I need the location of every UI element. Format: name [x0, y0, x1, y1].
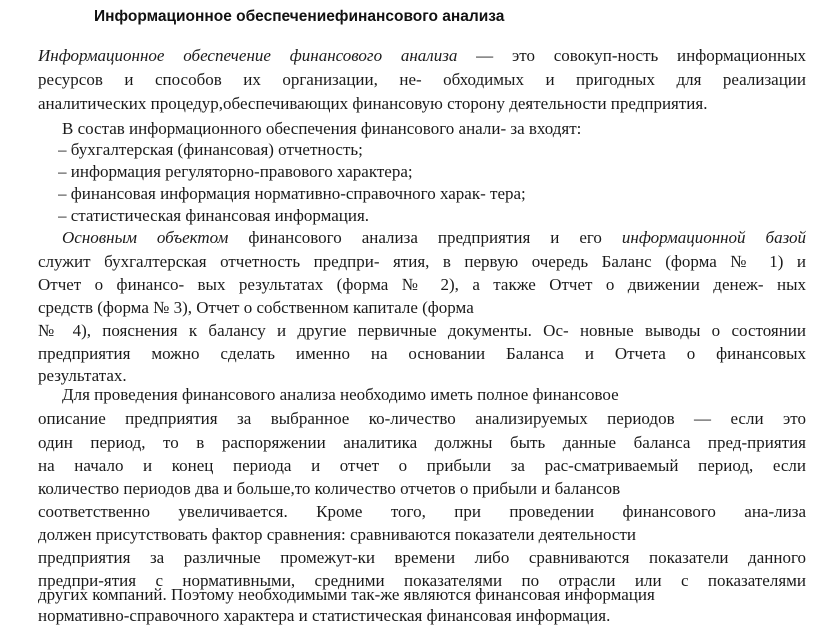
p4-line-11: нормативно-справочного характера и статистическая финансовая информация.	[38, 606, 611, 625]
p4-line-2: описание предприятия за выбранное ко-личество анализируемых периодов — если это	[38, 409, 806, 428]
p3-line-4: средств (форма № 3), Отчет о собственном капитале (форма	[38, 298, 474, 317]
p4-line-1: Для проведения финансового анализа необходимо иметь полное финансовое	[62, 385, 619, 404]
p3-line-3: Отчет о финансо- вых результатах (форма № 2), а также Отчет о движении денеж- ных	[38, 275, 806, 294]
p1-line-3: аналитических процедур,обеспечивающих финансовую сторону деятельности предприятия.	[38, 94, 708, 113]
p3-line-1-text: финансового анализа предприятия и его	[228, 228, 622, 247]
p4-line-6: соответственно увеличивается. Кроме того, при проведении финансового ана-лиза	[38, 502, 806, 521]
p3-italic-term-b: информационной базой	[621, 228, 806, 247]
p4-line-7: должен присутствовать фактор сравнения: сравниваются показатели деятельности	[38, 525, 636, 544]
p3-line-7: результатах.	[38, 366, 127, 385]
p4-line-8: предприятия за различные промежут-ки времени либо сравниваются показатели данного	[38, 548, 806, 567]
p1-line-2: ресурсов и способов их организации, не- обходимых и пригодных для реализации	[38, 70, 806, 89]
p3-line-6: предприятия можно сделать именно на основании Баланса и Отчета о финансовых	[38, 344, 806, 363]
list-item-3: – финансовая информация нормативно-справочного харак- тера;	[58, 184, 526, 203]
p3-line-5: № 4), пояснения к балансу и другие первичные документы. Ос- новные выводы о состоянии	[38, 321, 806, 340]
p1-italic-term: Информационное обеспечение финансового анализа	[38, 46, 458, 65]
p1-line-1	[38, 46, 806, 66]
p3-line-2: служит бухгалтерская отчетность предпри- ятия, в первую очередь Баланс (форма № 1) и	[38, 252, 806, 271]
p4-line-4: на начало и конец периода и отчет о прибыли за рас-сматриваемый период, если	[38, 456, 806, 475]
p3-line-1	[62, 228, 806, 248]
list-item-2: – информация регуляторно-правового характера;	[58, 162, 413, 181]
p2-intro: В состав информационного обеспечения финансового анали- за входят:	[62, 119, 582, 138]
p4-line-10: других компаний. Поэтому необходимыми так-же являются финансовая информация	[38, 585, 655, 604]
p4-line-5: количество периодов два и больше,то количество отчетов о прибыли и балансов	[38, 479, 621, 498]
list-item-1: – бухгалтерская (финансовая) отчетность;	[58, 140, 363, 159]
document-title: Информационное обеспечениефинансового анализа	[94, 8, 505, 25]
p1-line-1-text: — это совокуп-ность информационных	[457, 46, 806, 65]
p3-italic-term-a: Основным объектом	[62, 228, 229, 247]
p4-line-9: предпри-ятия с нормативными, средними показателями по отрасли или с показателями	[38, 571, 806, 590]
p4-line-3: один период, то в распоряжении аналитика должны быть данные баланса пред-приятия	[38, 433, 806, 452]
list-item-4: – статистическая финансовая информация.	[58, 206, 370, 225]
